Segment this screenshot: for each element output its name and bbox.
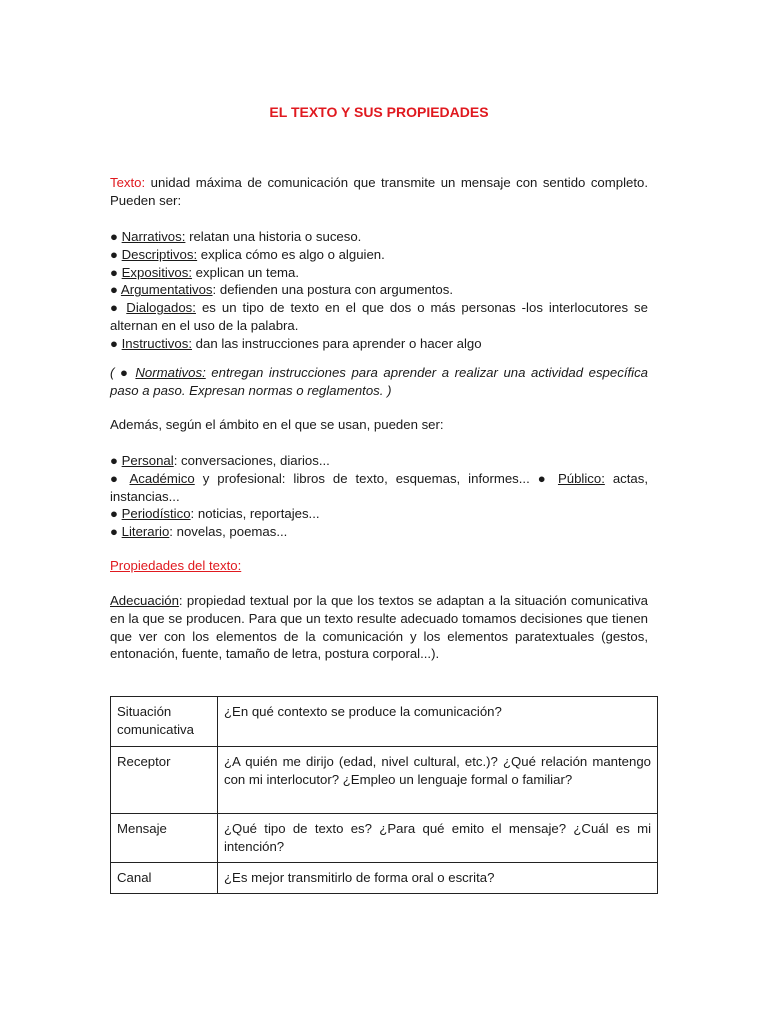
list-item-term: Expositivos: [121,264,193,280]
definition-text: unidad máxima de comunicación que transmite un mensaje con sentido completo. Pueden ser: [110,175,648,208]
scope-list [110,452,648,541]
properties-heading: Propiedades del texto: [110,558,242,573]
definition-paragraph [110,174,648,210]
list-item-term: Narrativos: [121,229,186,244]
adequacy-term: Adecuación [110,593,179,608]
list-item [110,335,648,353]
table-row [111,697,658,747]
list-item [110,228,648,246]
normative-term: Normativos: [135,365,206,380]
list-item: ● Literario: novelas, poemas... [110,524,288,540]
scope-term: Público: [557,470,605,486]
normative-open: ( ● [110,365,136,380]
bullet-icon: ● [110,264,118,280]
list-item-desc: explica cómo es algo o alguien. [197,246,385,262]
bullet-icon: ● [110,282,118,298]
normative-desc: entregan instrucciones para aprender a realizar una actividad específica paso a paso. Expresan normas o reglamentos. ) [110,365,649,398]
bullet-icon: ● [110,335,118,351]
bullet-icon: ● [110,246,118,262]
list-item: ● Periodístico: noticias, reportajes... [110,506,320,522]
list-item-term: Argumentativos [120,282,213,298]
list-item-desc: explican un tema. [192,264,300,280]
list-item-term: Dialogados: [126,300,196,316]
bullet-icon: ● [110,229,118,244]
scope-term: Periodístico [121,506,191,522]
list-item: ● Académico y profesional: libros de texto, esquemas, informes... ● Público: actas, instancias... [110,470,649,504]
scope-term: Académico [129,470,195,486]
list-item-term: Descriptivos: [121,246,198,262]
scope-desc: actas, instancias... [110,470,649,504]
scope-desc: : conversaciones, diarios... [173,453,330,468]
scope-intro: Además, según el ámbito en el que se usan, pueden ser: [110,417,444,432]
list-item [110,264,648,282]
list-item-desc: relatan una historia o suceso. [185,229,362,244]
table-cell-question: ¿Qué tipo de texto es? ¿Para qué emito el mensaje? ¿Cuál es mi intención? [218,814,658,863]
table-cell-label: Mensaje [111,814,218,863]
table-cell-label: Canal [111,862,218,893]
table-cell-question: ¿A quién me dirijo (edad, nivel cultural, etc.)? ¿Qué relación mantengo con mi interlocutor? ¿Empleo un lenguaje formal o familiar? [218,747,658,814]
list-item [110,299,648,335]
table-cell-question: ¿Es mejor transmitirlo de forma oral o escrita? [218,862,658,893]
list-item [110,281,648,299]
scope-term: Literario [121,524,170,540]
bullet-icon: ● [110,300,121,316]
list-item [110,246,648,264]
normative-note [110,364,648,400]
list-item: ● Personal: conversaciones, diarios... [110,453,330,468]
list-item-desc: es un tipo de texto en el que dos o más personas -los interlocutores se alternan en el uso de la palabra. [110,300,648,333]
scope-desc: : novelas, poemas... [169,524,288,540]
scope-term: Personal [121,453,174,468]
list-item-desc: : defienden una postura con argumentos. [212,282,454,298]
scope-desc: : noticias, reportajes... [190,506,320,522]
document-title: EL TEXTO Y SUS PROPIEDADES [269,104,489,120]
adequacy-text: : propiedad textual por la que los textos se adaptan a la situación comunicativa en la que se producen. Para que un texto resulte adecuado tomamos decisiones que tienen que ver con los elementos de la comunicación y los elementos paratextuales (gestos, entonación, fuente, tamaño de letra, postura corporal...). [110,593,648,662]
table-cell-question: ¿En qué contexto se produce la comunicación? [218,697,658,747]
scope-desc: y profesional: libros de texto, esquemas, informes... ● [194,470,558,486]
table-row [111,862,658,893]
definition-term: Texto: [110,175,146,190]
list-item-term: Instructivos: [121,335,192,351]
text-types-list [110,228,648,353]
table-row [111,814,658,863]
adequacy-table [110,696,658,894]
table-cell-label: Receptor [111,747,218,814]
adequacy-paragraph [110,592,648,663]
table-cell-label: Situación comunicativa [111,697,218,747]
list-item-desc: dan las instrucciones para aprender o hacer algo [192,335,482,351]
table-row [111,747,658,814]
